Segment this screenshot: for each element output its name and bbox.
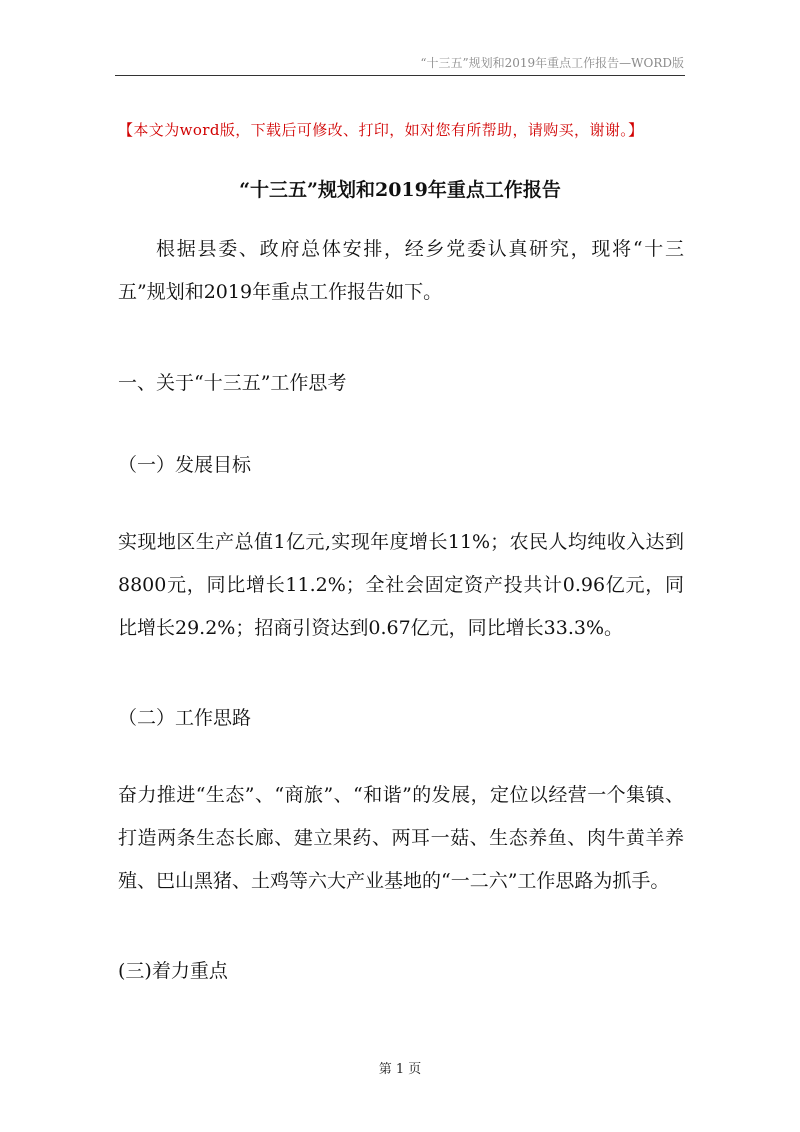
header-divider xyxy=(115,75,685,76)
subsection-heading-focus: (三)着力重点 xyxy=(118,960,228,982)
section-heading-1: 一、关于“十三五”工作思考 xyxy=(118,372,347,394)
subsection-heading-goals: （一）发展目标 xyxy=(118,454,252,476)
document-title: “十三五”规划和2019年重点工作报告 xyxy=(239,179,561,201)
approach-paragraph: 奋力推进“生态”、“商旅”、“和谐”的发展，定位以经营一个集镇、打造两条生态长廊、建立果药、两耳一菇、生态养鱼、肉牛黄羊养殖、巴山黑猪、土鸡等六大产业基地的“一二六”工作思路为抓手。 xyxy=(118,784,684,892)
purchase-notice: 【本文为word版，下载后可修改、打印，如对您有所帮助，请购买，谢谢。】 xyxy=(118,121,644,139)
goals-paragraph: 实现地区生产总值1亿元,实现年度增长11%；农民人均纯收入达到8800元，同比增长11.2%；全社会固定资产投共计0.96亿元，同比增长29.2%；招商引资达到0.67亿元，同比增长33.3%。 xyxy=(118,531,684,639)
subsection-heading-approach: （二）工作思路 xyxy=(118,707,252,729)
page-number: 第 1 页 xyxy=(378,1062,422,1077)
running-header: “十三五”规划和2019年重点工作报告—WORD版 xyxy=(420,56,684,70)
intro-paragraph: 根据县委、政府总体安排，经乡党委认真研究，现将“十三五”规划和2019年重点工作报告如下。 xyxy=(118,238,684,303)
